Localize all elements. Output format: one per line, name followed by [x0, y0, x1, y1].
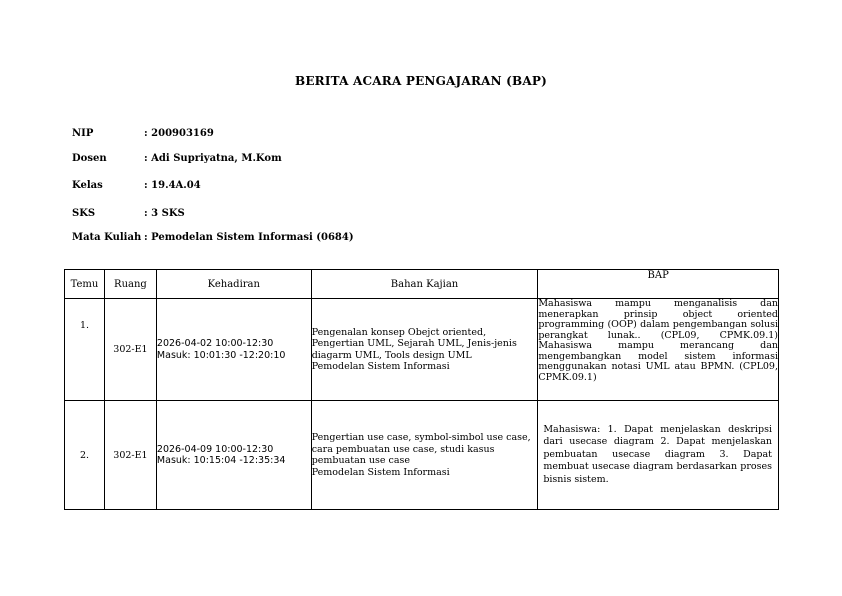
- cell-bahan-kajian: [311, 401, 538, 510]
- temu-number: 1.: [79, 319, 90, 331]
- info-row-kelas: [72, 180, 201, 191]
- cell-bahan-kajian: [311, 299, 538, 401]
- header-bahan-kajian: Bahan Kajian: [311, 270, 538, 299]
- info-row-sks: [72, 208, 185, 219]
- info-label: Kelas: [72, 180, 103, 191]
- header-bap: BAP: [538, 270, 779, 299]
- cell-bap: Mahasiswa: 1. Dapat menjelaskan deskripsi dari usecase diagram 2. Dapat menjelaskan pembuatan usecase diagram 3. Dapat membuat usecase diagram berdasarkan proses bisnis sistem.: [538, 401, 779, 510]
- info-label: Mata Kuliah: [72, 232, 142, 243]
- cell-ruang: 302-E1: [104, 299, 156, 401]
- info-value: : 200903169: [144, 128, 214, 139]
- table-row: [65, 299, 779, 401]
- info-value: : 3 SKS: [144, 208, 185, 219]
- info-label: SKS: [72, 208, 96, 219]
- kehadiran-jadwal: 2026-04-02 10:00-12:30: [156, 338, 274, 349]
- bap-table: [64, 269, 779, 510]
- info-row-mata-kuliah: [72, 232, 354, 243]
- bahan-kajian-text: Pengenalan konsep Obejct oriented, Pengertian UML, Sejarah UML, Jenis-jenis diagarm UML, Tools design UML: [311, 326, 517, 361]
- bahan-kajian-mk: Pemodelan Sistem Informasi: [311, 361, 450, 372]
- cell-bap: Mahasiswa mampu menganalisis dan menerapkan prinsip object oriented programming (OOP) dalam pengembangan solusi perangkat lunak.. (CPL09, CPMK.09.1) Mahasiswa mampu merancang dan mengembangkan model sistem informasi menggunakan notasi UML atau BPMN. (CPL09, CPMK.09.1): [538, 299, 779, 401]
- document-title: BERITA ACARA PENGAJARAN (BAP): [294, 74, 548, 88]
- cell-kehadiran: [156, 401, 311, 510]
- info-value: : Adi Supriyatna, M.Kom: [144, 153, 282, 164]
- kehadiran-masuk: Masuk: 10:01:30 -12:20:10: [156, 349, 286, 361]
- header-ruang: Ruang: [104, 270, 156, 299]
- cell-temu: [65, 299, 105, 401]
- table-row: [65, 401, 779, 510]
- info-value: : 19.4A.04: [144, 180, 201, 191]
- cell-kehadiran: [156, 299, 311, 401]
- info-row-dosen: [72, 153, 282, 164]
- info-row-nip: [72, 128, 214, 139]
- header-temu: Temu: [65, 270, 105, 299]
- info-label: Dosen: [72, 153, 107, 164]
- table-header-row: [65, 270, 779, 299]
- cell-temu: 2.: [65, 401, 105, 510]
- kehadiran-jadwal: 2026-04-09 10:00-12:30: [156, 443, 274, 455]
- bahan-kajian-text: Pengertian use case, symbol-simbol use case, cara pembuatan use case, studi kasus pembuatan use case: [311, 432, 531, 466]
- cell-ruang: 302-E1: [104, 401, 156, 510]
- kehadiran-masuk: Masuk: 10:15:04 -12:35:34: [156, 455, 286, 466]
- info-label: NIP: [72, 128, 94, 139]
- header-kehadiran: Kehadiran: [156, 270, 311, 299]
- bahan-kajian-mk: Pemodelan Sistem Informasi: [311, 466, 450, 478]
- info-value: : Pemodelan Sistem Informasi (0684): [144, 232, 354, 243]
